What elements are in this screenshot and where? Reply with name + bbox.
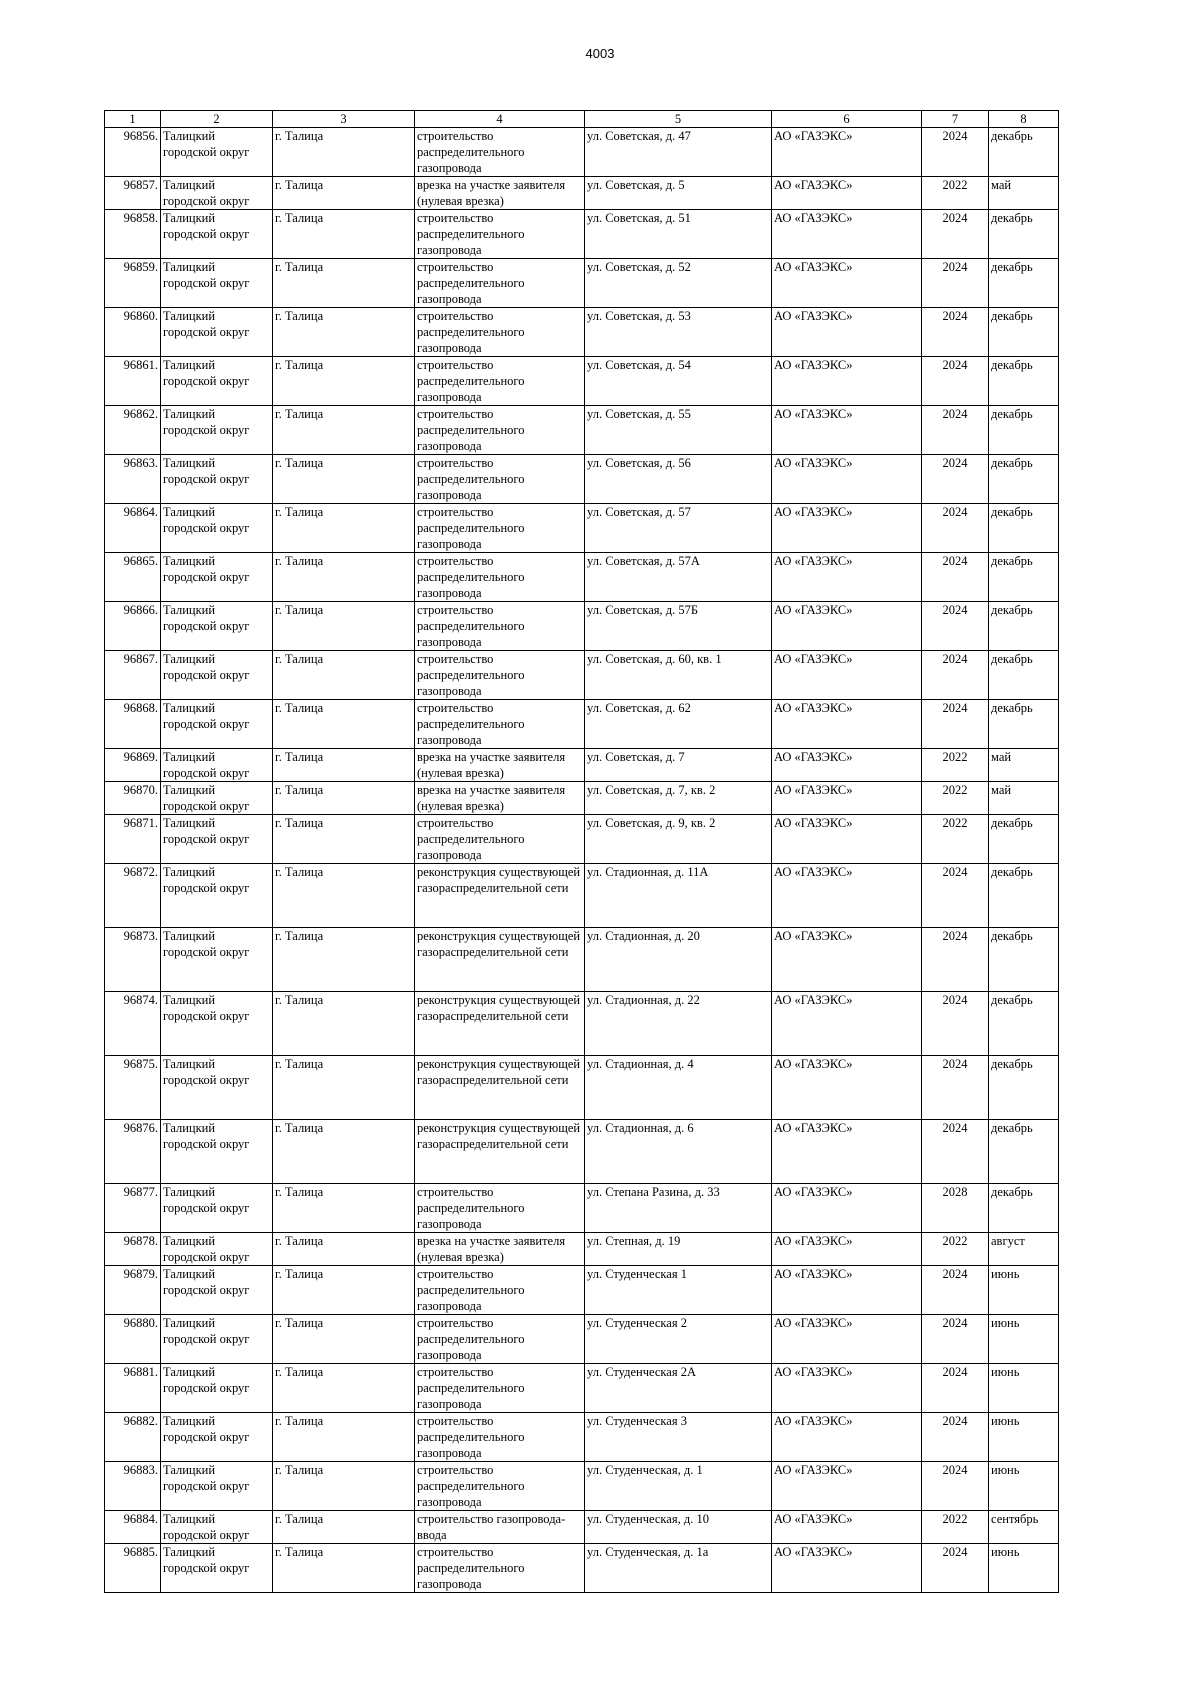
row-number-cell: 96858. (105, 210, 161, 259)
month-cell: май (989, 749, 1059, 782)
table-row (105, 406, 1059, 455)
month-cell: июнь (989, 1413, 1059, 1462)
year-cell: 2024 (922, 308, 989, 357)
year-cell: 2024 (922, 553, 989, 602)
locality-cell: г. Талица (273, 1056, 415, 1120)
address-cell: ул. Советская, д. 52 (585, 259, 772, 308)
year-cell: 2024 (922, 700, 989, 749)
address-cell: ул. Советская, д. 55 (585, 406, 772, 455)
work-type-cell: строительство распределительного газопровода (415, 1184, 585, 1233)
organization-cell: АО «ГАЗЭКС» (772, 992, 922, 1056)
district-cell: Талицкий городской округ (161, 553, 273, 602)
year-cell: 2024 (922, 504, 989, 553)
year-cell: 2022 (922, 1233, 989, 1266)
page-number: 4003 (585, 46, 615, 61)
row-number-cell: 96865. (105, 553, 161, 602)
address-cell: ул. Студенческая, д. 1 (585, 1462, 772, 1511)
row-number-cell: 96864. (105, 504, 161, 553)
table-row (105, 177, 1059, 210)
year-cell: 2024 (922, 602, 989, 651)
table-row (105, 1364, 1059, 1413)
organization-cell: АО «ГАЗЭКС» (772, 1120, 922, 1184)
organization-cell: АО «ГАЗЭКС» (772, 177, 922, 210)
address-cell: ул. Советская, д. 62 (585, 700, 772, 749)
table-row (105, 455, 1059, 504)
table-row (105, 210, 1059, 259)
table-row (105, 700, 1059, 749)
organization-cell: АО «ГАЗЭКС» (772, 602, 922, 651)
work-type-cell: врезка на участке заявителя (нулевая врезка) (415, 749, 585, 782)
month-cell: июнь (989, 1544, 1059, 1593)
work-type-cell: строительство распределительного газопровода (415, 815, 585, 864)
table-row (105, 651, 1059, 700)
row-number-cell: 96880. (105, 1315, 161, 1364)
locality-cell: г. Талица (273, 406, 415, 455)
year-cell: 2024 (922, 1315, 989, 1364)
row-number-cell: 96872. (105, 864, 161, 928)
locality-cell: г. Талица (273, 455, 415, 504)
year-cell: 2022 (922, 177, 989, 210)
row-number-cell: 96871. (105, 815, 161, 864)
row-number-cell: 96857. (105, 177, 161, 210)
year-cell: 2024 (922, 259, 989, 308)
work-type-cell: строительство распределительного газопровода (415, 651, 585, 700)
locality-cell: г. Талица (273, 651, 415, 700)
district-cell: Талицкий городской округ (161, 259, 273, 308)
table-row (105, 1233, 1059, 1266)
table-row (105, 815, 1059, 864)
locality-cell: г. Талица (273, 1364, 415, 1413)
row-number-cell: 96885. (105, 1544, 161, 1593)
row-number-cell: 96856. (105, 128, 161, 177)
district-cell: Талицкий городской округ (161, 602, 273, 651)
locality-cell: г. Талица (273, 815, 415, 864)
locality-cell: г. Талица (273, 1120, 415, 1184)
organization-cell: АО «ГАЗЭКС» (772, 700, 922, 749)
locality-cell: г. Талица (273, 177, 415, 210)
district-cell: Талицкий городской округ (161, 1544, 273, 1593)
year-cell: 2024 (922, 455, 989, 504)
year-cell: 2022 (922, 1511, 989, 1544)
district-cell: Талицкий городской округ (161, 1462, 273, 1511)
district-cell: Талицкий городской округ (161, 1120, 273, 1184)
table-row (105, 602, 1059, 651)
year-cell: 2022 (922, 749, 989, 782)
year-cell: 2024 (922, 1266, 989, 1315)
address-cell: ул. Советская, д. 47 (585, 128, 772, 177)
locality-cell: г. Талица (273, 864, 415, 928)
organization-cell: АО «ГАЗЭКС» (772, 1056, 922, 1120)
month-cell: май (989, 177, 1059, 210)
work-type-cell: строительство газопровода-ввода (415, 1511, 585, 1544)
month-cell: май (989, 782, 1059, 815)
month-cell: декабрь (989, 815, 1059, 864)
month-cell: декабрь (989, 864, 1059, 928)
year-cell: 2024 (922, 1056, 989, 1120)
locality-cell: г. Талица (273, 1413, 415, 1462)
organization-cell: АО «ГАЗЭКС» (772, 504, 922, 553)
row-number-cell: 96868. (105, 700, 161, 749)
col-header: 8 (989, 111, 1059, 128)
locality-cell: г. Талица (273, 1233, 415, 1266)
col-header: 2 (161, 111, 273, 128)
organization-cell: АО «ГАЗЭКС» (772, 815, 922, 864)
district-cell: Талицкий городской округ (161, 177, 273, 210)
address-cell: ул. Стадионная, д. 20 (585, 928, 772, 992)
address-cell: ул. Степная, д. 19 (585, 1233, 772, 1266)
register-table (104, 110, 1059, 1593)
locality-cell: г. Талица (273, 992, 415, 1056)
col-header: 4 (415, 111, 585, 128)
year-cell: 2028 (922, 1184, 989, 1233)
work-type-cell: реконструкция существующей газораспределительной сети (415, 928, 585, 992)
organization-cell: АО «ГАЗЭКС» (772, 1511, 922, 1544)
work-type-cell: строительство распределительного газопровода (415, 1364, 585, 1413)
address-cell: ул. Студенческая 3 (585, 1413, 772, 1462)
organization-cell: АО «ГАЗЭКС» (772, 553, 922, 602)
district-cell: Талицкий городской округ (161, 928, 273, 992)
district-cell: Талицкий городской округ (161, 1184, 273, 1233)
month-cell: декабрь (989, 1056, 1059, 1120)
work-type-cell: строительство распределительного газопровода (415, 406, 585, 455)
locality-cell: г. Талица (273, 553, 415, 602)
address-cell: ул. Советская, д. 54 (585, 357, 772, 406)
work-type-cell: строительство распределительного газопровода (415, 259, 585, 308)
table-row (105, 504, 1059, 553)
month-cell: декабрь (989, 128, 1059, 177)
month-cell: август (989, 1233, 1059, 1266)
district-cell: Талицкий городской округ (161, 1511, 273, 1544)
year-cell: 2024 (922, 1544, 989, 1593)
month-cell: декабрь (989, 357, 1059, 406)
organization-cell: АО «ГАЗЭКС» (772, 308, 922, 357)
month-cell: декабрь (989, 504, 1059, 553)
table-row (105, 1056, 1059, 1120)
locality-cell: г. Талица (273, 782, 415, 815)
row-number-cell: 96879. (105, 1266, 161, 1315)
col-header: 7 (922, 111, 989, 128)
address-cell: ул. Советская, д. 53 (585, 308, 772, 357)
district-cell: Талицкий городской округ (161, 455, 273, 504)
month-cell: декабрь (989, 308, 1059, 357)
organization-cell: АО «ГАЗЭКС» (772, 1462, 922, 1511)
district-cell: Талицкий городской округ (161, 1233, 273, 1266)
work-type-cell: строительство распределительного газопровода (415, 553, 585, 602)
locality-cell: г. Талица (273, 259, 415, 308)
table-row (105, 1413, 1059, 1462)
district-cell: Талицкий городской округ (161, 864, 273, 928)
month-cell: декабрь (989, 928, 1059, 992)
organization-cell: АО «ГАЗЭКС» (772, 1315, 922, 1364)
work-type-cell: строительство распределительного газопровода (415, 1266, 585, 1315)
locality-cell: г. Талица (273, 700, 415, 749)
address-cell: ул. Студенческая, д. 1а (585, 1544, 772, 1593)
year-cell: 2024 (922, 1413, 989, 1462)
district-cell: Талицкий городской округ (161, 1266, 273, 1315)
organization-cell: АО «ГАЗЭКС» (772, 928, 922, 992)
month-cell: июнь (989, 1266, 1059, 1315)
row-number-cell: 96862. (105, 406, 161, 455)
year-cell: 2024 (922, 928, 989, 992)
month-cell: декабрь (989, 553, 1059, 602)
work-type-cell: строительство распределительного газопровода (415, 210, 585, 259)
work-type-cell: врезка на участке заявителя (нулевая врезка) (415, 177, 585, 210)
month-cell: июнь (989, 1462, 1059, 1511)
row-number-cell: 96884. (105, 1511, 161, 1544)
row-number-cell: 96869. (105, 749, 161, 782)
row-number-cell: 96876. (105, 1120, 161, 1184)
year-cell: 2024 (922, 357, 989, 406)
address-cell: ул. Стадионная, д. 22 (585, 992, 772, 1056)
district-cell: Талицкий городской округ (161, 504, 273, 553)
year-cell: 2024 (922, 1462, 989, 1511)
locality-cell: г. Талица (273, 602, 415, 651)
address-cell: ул. Советская, д. 7, кв. 2 (585, 782, 772, 815)
row-number-cell: 96883. (105, 1462, 161, 1511)
work-type-cell: строительство распределительного газопровода (415, 700, 585, 749)
address-cell: ул. Советская, д. 60, кв. 1 (585, 651, 772, 700)
month-cell: июнь (989, 1364, 1059, 1413)
row-number-cell: 96867. (105, 651, 161, 700)
work-type-cell: реконструкция существующей газораспределительной сети (415, 864, 585, 928)
year-cell: 2024 (922, 128, 989, 177)
row-number-cell: 96873. (105, 928, 161, 992)
work-type-cell: строительство распределительного газопровода (415, 308, 585, 357)
organization-cell: АО «ГАЗЭКС» (772, 1266, 922, 1315)
locality-cell: г. Талица (273, 1266, 415, 1315)
locality-cell: г. Талица (273, 928, 415, 992)
row-number-cell: 96860. (105, 308, 161, 357)
organization-cell: АО «ГАЗЭКС» (772, 1233, 922, 1266)
district-cell: Талицкий городской округ (161, 357, 273, 406)
organization-cell: АО «ГАЗЭКС» (772, 357, 922, 406)
work-type-cell: строительство распределительного газопровода (415, 357, 585, 406)
col-header: 3 (273, 111, 415, 128)
table-row (105, 259, 1059, 308)
work-type-cell: врезка на участке заявителя (нулевая врезка) (415, 1233, 585, 1266)
address-cell: ул. Советская, д. 57Б (585, 602, 772, 651)
address-cell: ул. Стадионная, д. 6 (585, 1120, 772, 1184)
work-type-cell: строительство распределительного газопровода (415, 455, 585, 504)
row-number-cell: 96878. (105, 1233, 161, 1266)
organization-cell: АО «ГАЗЭКС» (772, 1364, 922, 1413)
table-row (105, 308, 1059, 357)
table-row (105, 782, 1059, 815)
table-row (105, 1462, 1059, 1511)
work-type-cell: строительство распределительного газопровода (415, 1462, 585, 1511)
district-cell: Талицкий городской округ (161, 1315, 273, 1364)
organization-cell: АО «ГАЗЭКС» (772, 782, 922, 815)
col-header: 6 (772, 111, 922, 128)
month-cell: декабрь (989, 259, 1059, 308)
row-number-cell: 96875. (105, 1056, 161, 1120)
address-cell: ул. Советская, д. 5 (585, 177, 772, 210)
table-row (105, 1315, 1059, 1364)
row-number-cell: 96861. (105, 357, 161, 406)
row-number-cell: 96881. (105, 1364, 161, 1413)
table-row (105, 1184, 1059, 1233)
row-number-cell: 96859. (105, 259, 161, 308)
address-cell: ул. Стадионная, д. 11А (585, 864, 772, 928)
year-cell: 2024 (922, 406, 989, 455)
district-cell: Талицкий городской округ (161, 1413, 273, 1462)
locality-cell: г. Талица (273, 308, 415, 357)
row-number-cell: 96874. (105, 992, 161, 1056)
row-number-cell: 96870. (105, 782, 161, 815)
district-cell: Талицкий городской округ (161, 406, 273, 455)
address-cell: ул. Советская, д. 57 (585, 504, 772, 553)
locality-cell: г. Талица (273, 210, 415, 259)
month-cell: декабрь (989, 1120, 1059, 1184)
header-row (105, 111, 1059, 128)
organization-cell: АО «ГАЗЭКС» (772, 210, 922, 259)
locality-cell: г. Талица (273, 1511, 415, 1544)
organization-cell: АО «ГАЗЭКС» (772, 1184, 922, 1233)
year-cell: 2024 (922, 864, 989, 928)
address-cell: ул. Советская, д. 7 (585, 749, 772, 782)
work-type-cell: строительство распределительного газопровода (415, 1544, 585, 1593)
row-number-cell: 96866. (105, 602, 161, 651)
table-row (105, 749, 1059, 782)
district-cell: Талицкий городской округ (161, 210, 273, 259)
year-cell: 2024 (922, 210, 989, 259)
locality-cell: г. Талица (273, 749, 415, 782)
district-cell: Талицкий городской округ (161, 128, 273, 177)
address-cell: ул. Советская, д. 51 (585, 210, 772, 259)
address-cell: ул. Студенческая, д. 10 (585, 1511, 772, 1544)
row-number-cell: 96863. (105, 455, 161, 504)
work-type-cell: реконструкция существующей газораспределительной сети (415, 1056, 585, 1120)
district-cell: Талицкий городской округ (161, 815, 273, 864)
col-header: 5 (585, 111, 772, 128)
organization-cell: АО «ГАЗЭКС» (772, 128, 922, 177)
month-cell: декабрь (989, 210, 1059, 259)
table-row (105, 128, 1059, 177)
month-cell: сентябрь (989, 1511, 1059, 1544)
locality-cell: г. Талица (273, 1315, 415, 1364)
address-cell: ул. Студенческая 1 (585, 1266, 772, 1315)
month-cell: декабрь (989, 700, 1059, 749)
year-cell: 2022 (922, 782, 989, 815)
year-cell: 2024 (922, 651, 989, 700)
address-cell: ул. Советская, д. 56 (585, 455, 772, 504)
table-row (105, 553, 1059, 602)
table-row (105, 1120, 1059, 1184)
address-cell: ул. Степана Разина, д. 33 (585, 1184, 772, 1233)
year-cell: 2022 (922, 815, 989, 864)
table-row (105, 1266, 1059, 1315)
work-type-cell: реконструкция существующей газораспределительной сети (415, 992, 585, 1056)
year-cell: 2024 (922, 1120, 989, 1184)
month-cell: июнь (989, 1315, 1059, 1364)
locality-cell: г. Талица (273, 1184, 415, 1233)
organization-cell: АО «ГАЗЭКС» (772, 259, 922, 308)
work-type-cell: строительство распределительного газопровода (415, 128, 585, 177)
organization-cell: АО «ГАЗЭКС» (772, 1544, 922, 1593)
month-cell: декабрь (989, 992, 1059, 1056)
locality-cell: г. Талица (273, 504, 415, 553)
month-cell: декабрь (989, 406, 1059, 455)
work-type-cell: строительство распределительного газопровода (415, 1413, 585, 1462)
organization-cell: АО «ГАЗЭКС» (772, 864, 922, 928)
address-cell: ул. Советская, д. 9, кв. 2 (585, 815, 772, 864)
district-cell: Талицкий городской округ (161, 651, 273, 700)
locality-cell: г. Талица (273, 128, 415, 177)
col-header: 1 (105, 111, 161, 128)
organization-cell: АО «ГАЗЭКС» (772, 455, 922, 504)
row-number-cell: 96882. (105, 1413, 161, 1462)
address-cell: ул. Студенческая 2А (585, 1364, 772, 1413)
month-cell: декабрь (989, 602, 1059, 651)
year-cell: 2024 (922, 1364, 989, 1413)
locality-cell: г. Талица (273, 1462, 415, 1511)
district-cell: Талицкий городской округ (161, 1364, 273, 1413)
row-number-cell: 96877. (105, 1184, 161, 1233)
table-row (105, 1544, 1059, 1593)
table-row (105, 1511, 1059, 1544)
district-cell: Талицкий городской округ (161, 992, 273, 1056)
locality-cell: г. Талица (273, 1544, 415, 1593)
organization-cell: АО «ГАЗЭКС» (772, 406, 922, 455)
address-cell: ул. Студенческая 2 (585, 1315, 772, 1364)
month-cell: декабрь (989, 1184, 1059, 1233)
district-cell: Талицкий городской округ (161, 700, 273, 749)
table-row (105, 992, 1059, 1056)
month-cell: декабрь (989, 651, 1059, 700)
work-type-cell: врезка на участке заявителя (нулевая врезка) (415, 782, 585, 815)
year-cell: 2024 (922, 992, 989, 1056)
table-row (105, 864, 1059, 928)
address-cell: ул. Стадионная, д. 4 (585, 1056, 772, 1120)
district-cell: Талицкий городской округ (161, 782, 273, 815)
month-cell: декабрь (989, 455, 1059, 504)
organization-cell: АО «ГАЗЭКС» (772, 651, 922, 700)
work-type-cell: строительство распределительного газопровода (415, 504, 585, 553)
table-row (105, 928, 1059, 992)
work-type-cell: строительство распределительного газопровода (415, 1315, 585, 1364)
address-cell: ул. Советская, д. 57А (585, 553, 772, 602)
organization-cell: АО «ГАЗЭКС» (772, 749, 922, 782)
district-cell: Талицкий городской округ (161, 308, 273, 357)
district-cell: Талицкий городской округ (161, 749, 273, 782)
work-type-cell: реконструкция существующей газораспределительной сети (415, 1120, 585, 1184)
table-row (105, 357, 1059, 406)
organization-cell: АО «ГАЗЭКС» (772, 1413, 922, 1462)
locality-cell: г. Талица (273, 357, 415, 406)
district-cell: Талицкий городской округ (161, 1056, 273, 1120)
work-type-cell: строительство распределительного газопровода (415, 602, 585, 651)
